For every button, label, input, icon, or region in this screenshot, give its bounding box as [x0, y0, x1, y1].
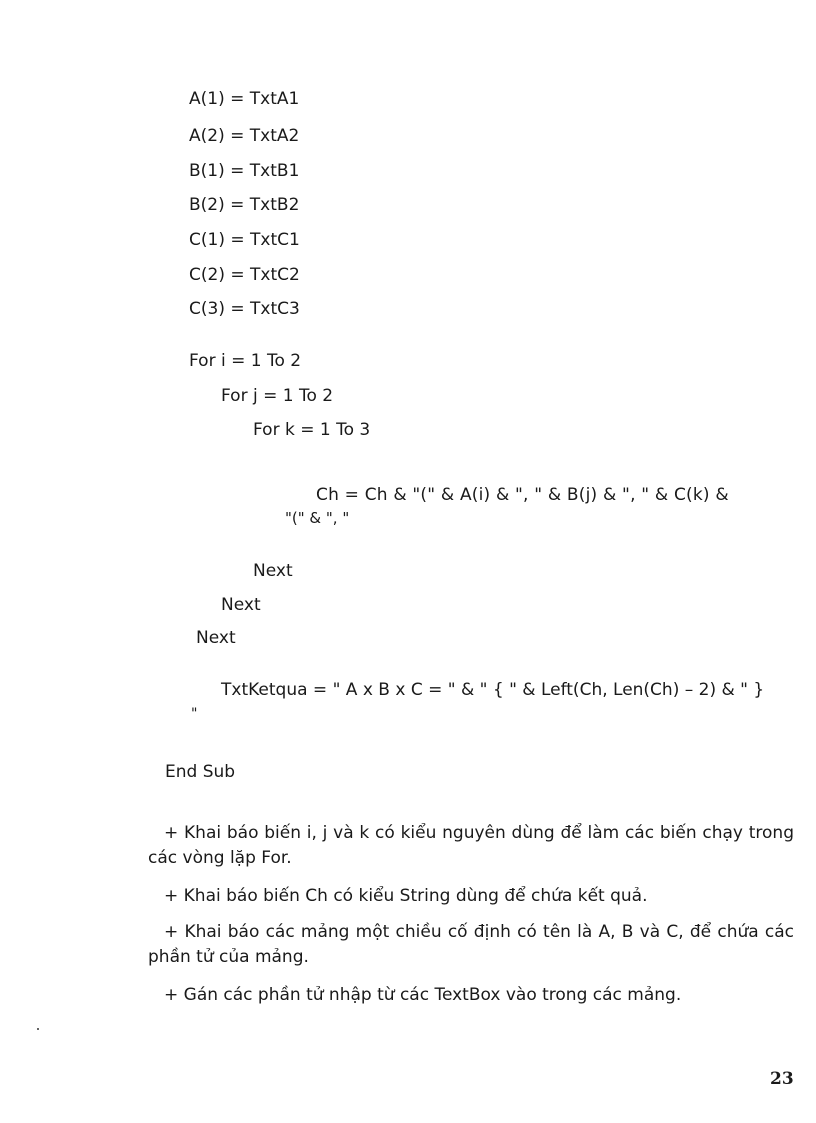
- code-line-for-j: For j = 1 To 2: [221, 386, 334, 406]
- note-loop-variables: + Khai báo biến i, j và k có kiểu nguyên dùng để làm các biến chạy trong các vòng lặp For.: [148, 823, 794, 868]
- note-array-declaration: + Khai báo các mảng một chiều cố định có tên là A, B và C, để chứa các phần tử của mảng.: [148, 922, 794, 967]
- code-line-next-k: Next: [253, 561, 293, 581]
- code-line-assign-a2: A(2) = TxtA2: [189, 126, 300, 146]
- note-assign-elements: + Gán các phần tử nhập từ các TextBox vào trong các mảng.: [164, 985, 682, 1005]
- note-result-variable: + Khai báo biến Ch có kiểu String dùng để chứa kết quả.: [164, 886, 648, 906]
- code-line-end-sub: End Sub: [165, 762, 236, 782]
- code-line-for-i: For i = 1 To 2: [189, 351, 302, 371]
- code-line-next-i: Next: [196, 628, 236, 648]
- code-line-assign-b1: B(1) = TxtB1: [189, 161, 300, 181]
- code-line-assign-c1: C(1) = TxtC1: [189, 230, 300, 250]
- code-line-assign-c2: C(2) = TxtC2: [189, 265, 300, 285]
- scan-speck: [37, 1028, 39, 1030]
- code-line-ch-continuation: "(" & ", ": [285, 509, 350, 527]
- code-line-assign-b2: B(2) = TxtB2: [189, 195, 300, 215]
- code-line-for-k: For k = 1 To 3: [253, 420, 371, 440]
- code-line-next-j: Next: [221, 595, 261, 615]
- code-line-assign-c3: C(3) = TxtC3: [189, 299, 300, 319]
- code-line-ch-assignment: Ch = Ch & "(" & A(i) & ", " & B(j) & ", " & C(k) &: [316, 485, 729, 505]
- code-line-assign-a1: A(1) = TxtA1: [189, 89, 300, 109]
- page-number: 23: [770, 1069, 794, 1089]
- code-line-result: TxtKetqua = " A x B x C = " & " { " & Left(Ch, Len(Ch) – 2) & " }: [221, 680, 765, 700]
- code-line-result-continuation: ": [191, 706, 198, 722]
